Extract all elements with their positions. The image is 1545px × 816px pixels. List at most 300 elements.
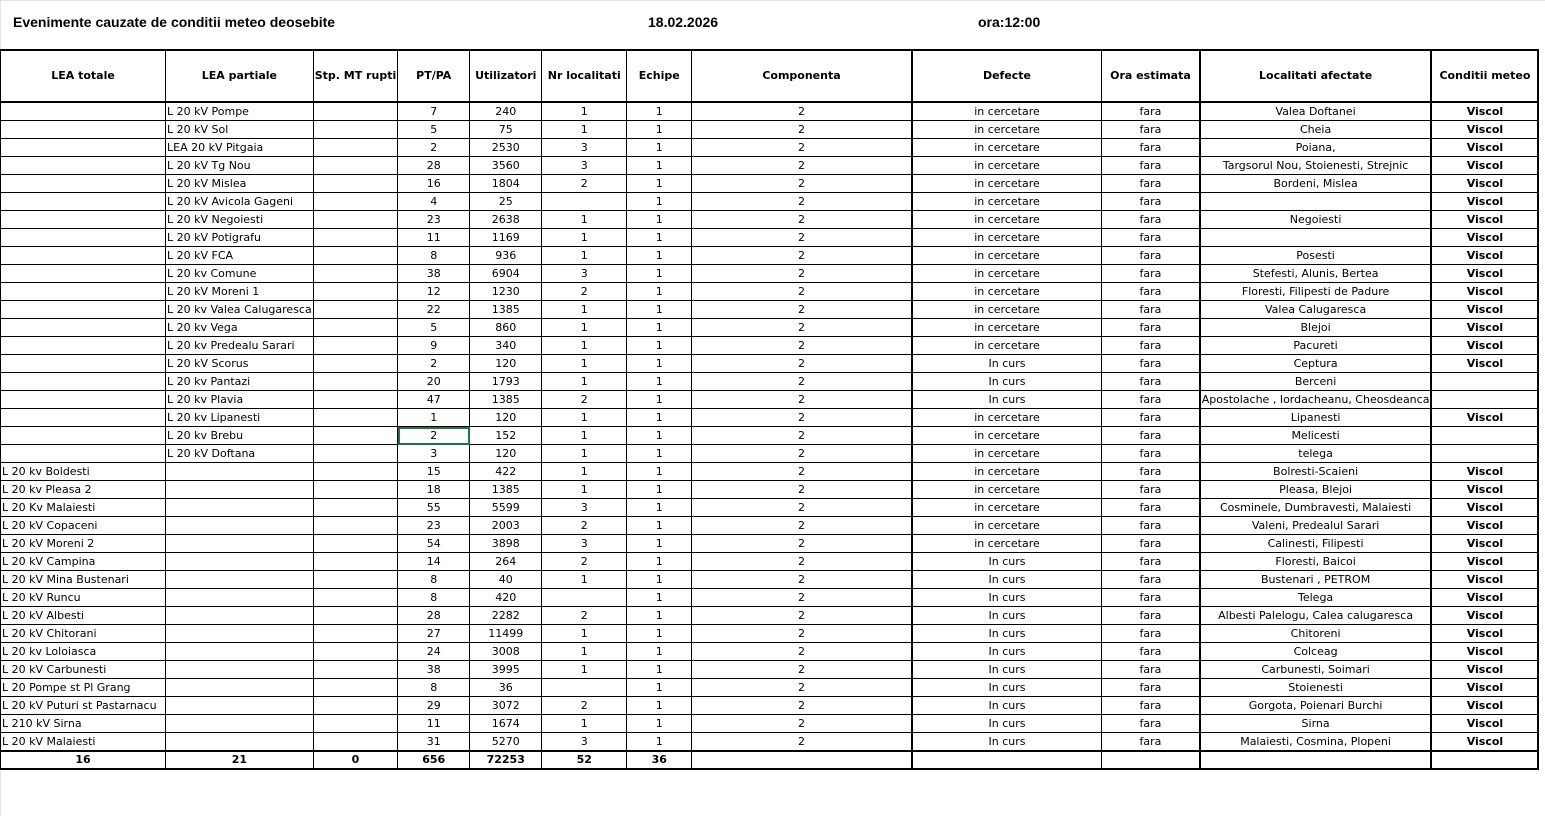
table-cell[interactable]: 23	[398, 211, 470, 229]
table-cell[interactable]: in cercetare	[912, 229, 1102, 247]
table-cell[interactable]	[313, 661, 398, 679]
table-cell[interactable]: In curs	[912, 625, 1102, 643]
table-cell[interactable]: in cercetare	[912, 265, 1102, 283]
table-cell[interactable]: 1	[542, 337, 627, 355]
table-cell[interactable]: 1	[627, 139, 692, 157]
table-cell[interactable]	[313, 157, 398, 175]
table-cell[interactable]: LEA 20 kV Pitgaia	[166, 139, 314, 157]
table-cell[interactable]: In curs	[912, 607, 1102, 625]
table-cell[interactable]: 1	[398, 409, 470, 427]
table-cell[interactable]: in cercetare	[912, 463, 1102, 481]
table-cell[interactable]: fara	[1102, 679, 1200, 697]
table-cell[interactable]: 2	[692, 391, 912, 409]
table-cell[interactable]	[1, 157, 166, 175]
column-header[interactable]: LEA totale	[1, 50, 166, 102]
table-cell[interactable]: L 20 kv Pleasa 2	[1, 481, 166, 499]
table-cell[interactable]: 5599	[470, 499, 542, 517]
table-cell[interactable]: 2	[692, 139, 912, 157]
table-cell[interactable]: Viscol	[1431, 229, 1538, 247]
table-cell[interactable]: fara	[1102, 355, 1200, 373]
table-cell[interactable]: 1	[627, 607, 692, 625]
table-cell[interactable]: Viscol	[1431, 265, 1538, 283]
table-cell[interactable]: 9	[398, 337, 470, 355]
table-cell[interactable]: In curs	[912, 391, 1102, 409]
table-cell[interactable]	[166, 625, 314, 643]
table-cell[interactable]: Viscol	[1431, 102, 1538, 121]
table-cell[interactable]	[313, 229, 398, 247]
table-cell[interactable]: in cercetare	[912, 139, 1102, 157]
table-cell[interactable]	[1, 319, 166, 337]
table-cell[interactable]: in cercetare	[912, 157, 1102, 175]
total-cell[interactable]: 36	[627, 751, 692, 769]
table-cell[interactable]	[1431, 427, 1538, 445]
table-cell[interactable]: 27	[398, 625, 470, 643]
table-cell[interactable]: Viscol	[1431, 661, 1538, 679]
table-cell[interactable]	[1, 193, 166, 211]
table-cell[interactable]	[313, 715, 398, 733]
table-cell[interactable]: L 20 kV Carbunesti	[1, 661, 166, 679]
table-cell[interactable]: in cercetare	[912, 283, 1102, 301]
table-cell[interactable]: Viscol	[1431, 337, 1538, 355]
table-cell[interactable]: fara	[1102, 301, 1200, 319]
table-cell[interactable]	[313, 175, 398, 193]
table-cell[interactable]: 1	[627, 229, 692, 247]
table-cell[interactable]	[166, 733, 314, 752]
table-cell[interactable]: 2	[692, 715, 912, 733]
table-cell[interactable]: Viscol	[1431, 715, 1538, 733]
table-cell[interactable]: 264	[470, 553, 542, 571]
total-cell[interactable]	[1102, 751, 1200, 769]
total-cell[interactable]: 16	[1, 751, 166, 769]
table-cell[interactable]	[1, 409, 166, 427]
table-cell[interactable]: Pleasa, Blejoi	[1200, 481, 1432, 499]
table-cell[interactable]	[1, 247, 166, 265]
table-cell[interactable]: 1	[542, 409, 627, 427]
table-cell[interactable]: 31	[398, 733, 470, 752]
table-cell[interactable]: fara	[1102, 337, 1200, 355]
table-cell[interactable]	[313, 643, 398, 661]
table-cell[interactable]	[166, 499, 314, 517]
table-cell[interactable]: fara	[1102, 553, 1200, 571]
table-cell[interactable]: 55	[398, 499, 470, 517]
table-cell[interactable]: 1	[627, 337, 692, 355]
table-cell[interactable]: L 20 kV Tg Nou	[166, 157, 314, 175]
table-cell[interactable]	[1431, 391, 1538, 409]
table-cell[interactable]: 18	[398, 481, 470, 499]
table-cell[interactable]: 1	[542, 373, 627, 391]
table-cell[interactable]: fara	[1102, 157, 1200, 175]
table-cell[interactable]: fara	[1102, 571, 1200, 589]
table-cell[interactable]: in cercetare	[912, 499, 1102, 517]
table-cell[interactable]: 28	[398, 157, 470, 175]
table-cell[interactable]: Posesti	[1200, 247, 1432, 265]
table-cell[interactable]: fara	[1102, 589, 1200, 607]
table-cell[interactable]: Viscol	[1431, 121, 1538, 139]
table-cell[interactable]: 2	[692, 607, 912, 625]
table-cell[interactable]: Negoiesti	[1200, 211, 1432, 229]
table-cell[interactable]	[166, 535, 314, 553]
table-cell[interactable]: 2530	[470, 139, 542, 157]
table-cell[interactable]: 2	[542, 175, 627, 193]
table-cell[interactable]: L 20 kV Campina	[1, 553, 166, 571]
table-cell[interactable]: 1	[627, 193, 692, 211]
table-cell[interactable]: L 20 kV Moreni 2	[1, 535, 166, 553]
table-cell[interactable]: Viscol	[1431, 139, 1538, 157]
table-cell[interactable]: 40	[470, 571, 542, 589]
table-cell[interactable]: 1	[627, 535, 692, 553]
table-cell[interactable]: fara	[1102, 139, 1200, 157]
table-cell[interactable]	[313, 553, 398, 571]
table-cell[interactable]: L 20 kv Lipanesti	[166, 409, 314, 427]
table-cell[interactable]: 1	[542, 481, 627, 499]
column-header[interactable]: PT/PA	[398, 50, 470, 102]
table-cell[interactable]	[313, 571, 398, 589]
table-cell[interactable]: 54	[398, 535, 470, 553]
table-cell[interactable]: 5	[398, 319, 470, 337]
table-cell[interactable]: In curs	[912, 697, 1102, 715]
report-date[interactable]: 18.02.2026	[648, 14, 719, 30]
table-cell[interactable]: Viscol	[1431, 733, 1538, 752]
table-cell[interactable]: 7	[398, 102, 470, 121]
table-cell[interactable]: 16	[398, 175, 470, 193]
table-cell[interactable]: in cercetare	[912, 121, 1102, 139]
total-cell[interactable]: 21	[166, 751, 314, 769]
table-cell[interactable]: L 20 kV Mislea	[166, 175, 314, 193]
table-cell[interactable]: L 20 kv Boldesti	[1, 463, 166, 481]
table-cell[interactable]: Viscol	[1431, 697, 1538, 715]
table-cell[interactable]: fara	[1102, 733, 1200, 752]
table-cell[interactable]: 2	[542, 517, 627, 535]
table-cell[interactable]: L 20 kV Moreni 1	[166, 283, 314, 301]
column-header[interactable]: Componenta	[692, 50, 912, 102]
table-cell[interactable]: 1230	[470, 283, 542, 301]
table-cell[interactable]	[1431, 373, 1538, 391]
table-cell[interactable]: 2	[692, 517, 912, 535]
total-cell[interactable]	[912, 751, 1102, 769]
table-cell[interactable]: 1	[542, 121, 627, 139]
table-cell[interactable]: 120	[470, 355, 542, 373]
table-cell[interactable]: 2	[692, 445, 912, 463]
table-cell[interactable]: 15	[398, 463, 470, 481]
table-cell[interactable]: 1	[627, 247, 692, 265]
table-cell[interactable]	[1, 121, 166, 139]
table-cell[interactable]: L 20 kV Scorus	[166, 355, 314, 373]
table-cell[interactable]: Viscol	[1431, 481, 1538, 499]
table-cell[interactable]: 5270	[470, 733, 542, 752]
table-cell[interactable]: Viscol	[1431, 409, 1538, 427]
table-cell[interactable]: 1	[627, 355, 692, 373]
table-cell[interactable]: Bustenari , PETROM	[1200, 571, 1432, 589]
table-cell[interactable]: 2638	[470, 211, 542, 229]
table-cell[interactable]	[313, 391, 398, 409]
table-cell[interactable]: In curs	[912, 715, 1102, 733]
selected-cell[interactable]: 2	[398, 427, 470, 445]
table-cell[interactable]: L 20 kv Valea Calugaresca	[166, 301, 314, 319]
table-cell[interactable]: 8	[398, 247, 470, 265]
table-cell[interactable]	[1, 391, 166, 409]
table-cell[interactable]: Viscol	[1431, 571, 1538, 589]
table-cell[interactable]: 20	[398, 373, 470, 391]
table-cell[interactable]: fara	[1102, 445, 1200, 463]
table-cell[interactable]: Blejoi	[1200, 319, 1432, 337]
table-cell[interactable]	[313, 463, 398, 481]
table-cell[interactable]: In curs	[912, 661, 1102, 679]
table-cell[interactable]: 3008	[470, 643, 542, 661]
table-cell[interactable]: 2	[692, 535, 912, 553]
table-cell[interactable]: fara	[1102, 661, 1200, 679]
table-cell[interactable]	[166, 679, 314, 697]
table-cell[interactable]: 75	[470, 121, 542, 139]
table-cell[interactable]: 1	[627, 679, 692, 697]
table-cell[interactable]	[1, 211, 166, 229]
table-cell[interactable]: in cercetare	[912, 102, 1102, 121]
column-header[interactable]: Conditii meteo	[1431, 50, 1538, 102]
table-cell[interactable]: 2	[692, 265, 912, 283]
table-cell[interactable]: Colceag	[1200, 643, 1432, 661]
table-cell[interactable]	[166, 571, 314, 589]
table-cell[interactable]: 2	[692, 661, 912, 679]
table-cell[interactable]: 2	[692, 571, 912, 589]
total-cell[interactable]: 0	[313, 751, 398, 769]
table-cell[interactable]: fara	[1102, 517, 1200, 535]
table-cell[interactable]	[1, 301, 166, 319]
table-cell[interactable]: L 20 kv Loloiasca	[1, 643, 166, 661]
table-cell[interactable]: Floresti, Baicoi	[1200, 553, 1432, 571]
table-cell[interactable]: 2	[692, 409, 912, 427]
table-cell[interactable]	[313, 193, 398, 211]
table-cell[interactable]: 860	[470, 319, 542, 337]
table-cell[interactable]: L 20 kV FCA	[166, 247, 314, 265]
table-cell[interactable]: 47	[398, 391, 470, 409]
table-cell[interactable]: In curs	[912, 571, 1102, 589]
table-cell[interactable]: in cercetare	[912, 481, 1102, 499]
table-cell[interactable]	[1, 175, 166, 193]
table-cell[interactable]: 3	[398, 445, 470, 463]
table-cell[interactable]: fara	[1102, 643, 1200, 661]
table-cell[interactable]: fara	[1102, 499, 1200, 517]
table-cell[interactable]	[313, 373, 398, 391]
table-cell[interactable]: 2	[542, 283, 627, 301]
table-cell[interactable]: 3	[542, 535, 627, 553]
table-cell[interactable]: L 20 kV Malaiesti	[1, 733, 166, 752]
table-cell[interactable]: 1	[627, 102, 692, 121]
table-cell[interactable]: 1385	[470, 301, 542, 319]
table-cell[interactable]: 1	[542, 319, 627, 337]
table-cell[interactable]: in cercetare	[912, 445, 1102, 463]
table-cell[interactable]: 3560	[470, 157, 542, 175]
table-cell[interactable]	[313, 607, 398, 625]
table-cell[interactable]: Viscol	[1431, 463, 1538, 481]
table-cell[interactable]: Viscol	[1431, 499, 1538, 517]
table-cell[interactable]	[166, 517, 314, 535]
table-cell[interactable]: 1	[542, 211, 627, 229]
table-cell[interactable]: in cercetare	[912, 175, 1102, 193]
column-header[interactable]: Utilizatori	[470, 50, 542, 102]
table-cell[interactable]: 25	[470, 193, 542, 211]
table-cell[interactable]: telega	[1200, 445, 1432, 463]
table-cell[interactable]	[1, 445, 166, 463]
table-cell[interactable]: 1	[627, 409, 692, 427]
table-cell[interactable]: 2	[692, 193, 912, 211]
table-cell[interactable]: 1	[542, 715, 627, 733]
table-cell[interactable]: 1	[627, 427, 692, 445]
table-cell[interactable]: Viscol	[1431, 301, 1538, 319]
table-cell[interactable]: fara	[1102, 283, 1200, 301]
table-cell[interactable]: 2	[692, 337, 912, 355]
table-cell[interactable]	[542, 589, 627, 607]
table-cell[interactable]: 14	[398, 553, 470, 571]
table-cell[interactable]: 1	[627, 175, 692, 193]
table-cell[interactable]: in cercetare	[912, 247, 1102, 265]
table-cell[interactable]: 1	[627, 373, 692, 391]
table-cell[interactable]: 2	[692, 373, 912, 391]
table-cell[interactable]: 1385	[470, 481, 542, 499]
table-cell[interactable]: Stoienesti	[1200, 679, 1432, 697]
table-cell[interactable]: 1	[627, 733, 692, 752]
table-cell[interactable]: 1	[627, 517, 692, 535]
table-cell[interactable]: Valeni, Predealul Sarari	[1200, 517, 1432, 535]
table-cell[interactable]	[313, 337, 398, 355]
table-cell[interactable]: Melicesti	[1200, 427, 1432, 445]
table-cell[interactable]: fara	[1102, 319, 1200, 337]
table-cell[interactable]: 5	[398, 121, 470, 139]
table-cell[interactable]: 3	[542, 139, 627, 157]
table-cell[interactable]	[313, 517, 398, 535]
table-cell[interactable]: 36	[470, 679, 542, 697]
table-cell[interactable]: Viscol	[1431, 319, 1538, 337]
total-cell[interactable]: 72253	[470, 751, 542, 769]
table-cell[interactable]	[313, 697, 398, 715]
table-cell[interactable]: 2	[398, 139, 470, 157]
column-header[interactable]: Nr localitati	[542, 50, 627, 102]
table-cell[interactable]: 2282	[470, 607, 542, 625]
table-cell[interactable]: fara	[1102, 121, 1200, 139]
table-cell[interactable]	[313, 589, 398, 607]
table-cell[interactable]: Cheia	[1200, 121, 1432, 139]
table-cell[interactable]: Stefesti, Alunis, Bertea	[1200, 265, 1432, 283]
table-cell[interactable]: Targsorul Nou, Stoienesti, Strejnic	[1200, 157, 1432, 175]
table-cell[interactable]: fara	[1102, 535, 1200, 553]
table-cell[interactable]	[313, 247, 398, 265]
table-cell[interactable]: In curs	[912, 373, 1102, 391]
table-cell[interactable]: In curs	[912, 355, 1102, 373]
table-cell[interactable]	[1, 139, 166, 157]
table-cell[interactable]: 2	[692, 697, 912, 715]
table-cell[interactable]: 1	[542, 463, 627, 481]
table-cell[interactable]: L 20 kv Pantazi	[166, 373, 314, 391]
table-cell[interactable]: 1	[627, 265, 692, 283]
table-cell[interactable]: 2	[542, 553, 627, 571]
report-time[interactable]: ora:12:00	[978, 14, 1041, 30]
table-cell[interactable]: 120	[470, 409, 542, 427]
table-cell[interactable]: L 20 kv Brebu	[166, 427, 314, 445]
table-cell[interactable]: 2	[398, 355, 470, 373]
table-cell[interactable]	[1, 265, 166, 283]
column-header[interactable]: Stp. MT rupti	[313, 50, 398, 102]
table-cell[interactable]: 2	[692, 319, 912, 337]
table-cell[interactable]: 2	[692, 463, 912, 481]
table-cell[interactable]: 3995	[470, 661, 542, 679]
table-cell[interactable]: 28	[398, 607, 470, 625]
table-cell[interactable]	[313, 283, 398, 301]
table-cell[interactable]: L 20 kV Albesti	[1, 607, 166, 625]
table-cell[interactable]: fara	[1102, 373, 1200, 391]
table-cell[interactable]: 2	[692, 247, 912, 265]
table-cell[interactable]: fara	[1102, 697, 1200, 715]
table-cell[interactable]: Calinesti, Filipesti	[1200, 535, 1432, 553]
table-cell[interactable]: 1	[627, 481, 692, 499]
table-cell[interactable]	[1, 355, 166, 373]
table-cell[interactable]	[313, 481, 398, 499]
table-cell[interactable]: 1	[542, 247, 627, 265]
table-cell[interactable]: 1	[627, 283, 692, 301]
table-cell[interactable]: 22	[398, 301, 470, 319]
column-header[interactable]: Localitati afectate	[1200, 50, 1432, 102]
table-cell[interactable]: 2	[692, 211, 912, 229]
table-cell[interactable]	[166, 661, 314, 679]
table-cell[interactable]: 8	[398, 571, 470, 589]
table-cell[interactable]	[313, 625, 398, 643]
table-cell[interactable]	[166, 643, 314, 661]
table-cell[interactable]: Apostolache , Iordacheanu, Cheosdeanca	[1200, 391, 1432, 409]
table-cell[interactable]	[313, 355, 398, 373]
table-cell[interactable]: fara	[1102, 409, 1200, 427]
table-cell[interactable]: 1	[542, 102, 627, 121]
table-cell[interactable]: 1	[542, 571, 627, 589]
table-cell[interactable]	[313, 265, 398, 283]
table-cell[interactable]: 1	[542, 229, 627, 247]
table-cell[interactable]	[1, 337, 166, 355]
column-header[interactable]: Defecte	[912, 50, 1102, 102]
table-cell[interactable]: 2	[692, 283, 912, 301]
table-cell[interactable]: fara	[1102, 463, 1200, 481]
table-cell[interactable]	[313, 733, 398, 752]
table-cell[interactable]: Viscol	[1431, 589, 1538, 607]
table-cell[interactable]: 1	[627, 661, 692, 679]
total-cell[interactable]: 656	[398, 751, 470, 769]
table-cell[interactable]: 340	[470, 337, 542, 355]
table-cell[interactable]: 2	[692, 229, 912, 247]
total-cell[interactable]	[1200, 751, 1432, 769]
table-cell[interactable]: L 20 kV Potigrafu	[166, 229, 314, 247]
table-cell[interactable]: Chitoreni	[1200, 625, 1432, 643]
table-cell[interactable]: 1	[542, 445, 627, 463]
table-cell[interactable]: 2	[692, 121, 912, 139]
table-cell[interactable]	[313, 121, 398, 139]
table-cell[interactable]: 2	[692, 553, 912, 571]
table-cell[interactable]: Viscol	[1431, 643, 1538, 661]
table-cell[interactable]: 152	[470, 427, 542, 445]
table-cell[interactable]: 1	[627, 157, 692, 175]
table-cell[interactable]: 120	[470, 445, 542, 463]
table-cell[interactable]: 3072	[470, 697, 542, 715]
table-cell[interactable]: 1	[627, 301, 692, 319]
table-cell[interactable]	[313, 102, 398, 121]
table-cell[interactable]	[313, 445, 398, 463]
table-cell[interactable]: 2	[692, 499, 912, 517]
table-cell[interactable]: Viscol	[1431, 193, 1538, 211]
table-cell[interactable]: 1	[627, 553, 692, 571]
table-cell[interactable]: 29	[398, 697, 470, 715]
table-cell[interactable]	[166, 607, 314, 625]
table-cell[interactable]: 2	[692, 625, 912, 643]
table-cell[interactable]: Lipanesti	[1200, 409, 1432, 427]
table-cell[interactable]: Viscol	[1431, 355, 1538, 373]
table-cell[interactable]	[1, 102, 166, 121]
table-cell[interactable]	[166, 463, 314, 481]
table-cell[interactable]	[313, 427, 398, 445]
table-cell[interactable]: 1	[542, 355, 627, 373]
